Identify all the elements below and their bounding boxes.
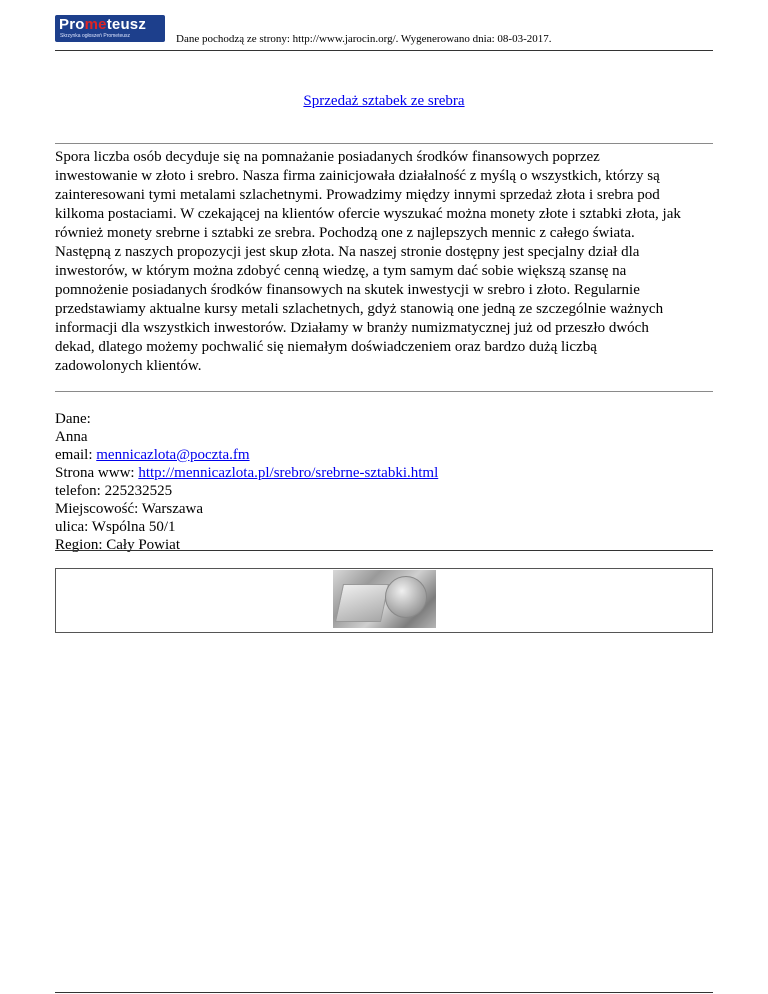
contact-www-row [55, 464, 438, 482]
contact-city: Miejscowość: Warszawa [55, 501, 204, 517]
contact-phone: telefon: 225232525 [55, 483, 173, 499]
email-link[interactable]: mennicazlota@poczta.fm [96, 447, 250, 463]
logo-tagline: Skrzynka ogłoszeń Prometeusz [60, 33, 131, 39]
description-line: dekad, dlatego możemy pochwalić się niemałym doświadczeniem oraz bardzo dużą liczbą [55, 339, 597, 355]
description-line: zadowolonych klientów. [55, 358, 202, 374]
logo-wordmark: Prometeusz [59, 16, 147, 33]
contact-info [55, 410, 438, 554]
www-link[interactable]: http://mennicazlota.pl/srebro/srebrne-sztabki.html [138, 465, 439, 481]
description-line: również monety srebrne i sztabki ze srebra. Pochodzą one z najlepszych mennic z całego świata. [55, 225, 635, 241]
description-line: inwestowanie w złoto i srebro. Nasza firma zainicjowała działalność z myślą o wszystkich, którzy są [55, 168, 660, 184]
source-info: Dane pochodzą ze strony: http://www.jarocin.org/. Wygenerowano dnia: 08-03-2017. [176, 33, 552, 45]
email-label: email: [55, 447, 97, 463]
description-line: pomnożenie posiadanych środków finansowych na skutek inwestycji w srebro i złoto. Regularnie [55, 282, 640, 298]
page-title [0, 93, 768, 110]
description-line: kilkoma postaciami. W czekającej na klientów ofercie wyszukać można monety złote i sztabki złota, jak [55, 206, 681, 222]
image-container [55, 568, 713, 633]
description-line: inwestorów, w którym można zdobyć cenną wiedzę, a tym samym dać sobie większą szansę na [55, 263, 627, 279]
silver-coin-shape [385, 576, 427, 618]
contact-region: Region: Cały Powiat [55, 537, 180, 553]
title-link[interactable]: Sprzedaż sztabek ze srebra [303, 93, 465, 109]
contact-name: Anna [55, 429, 88, 445]
prometeusz-logo [55, 15, 165, 42]
description [55, 148, 695, 376]
description-line: zainteresowani tymi metalami szlachetnymi. Prowadzimy między innymi sprzedaż złota i srebra pod [55, 187, 660, 203]
header-divider [55, 50, 713, 51]
contact-heading: Dane: [55, 411, 91, 427]
contact-email-row [55, 446, 438, 464]
silver-bars-photo [333, 570, 436, 628]
footer-divider [55, 992, 713, 993]
www-label: Strona www: [55, 465, 139, 481]
description-line: Spora liczba osób decyduje się na pomnażanie posiadanych środków finansowych poprzez [55, 149, 600, 165]
contact-street: ulica: Wspólna 50/1 [55, 519, 176, 535]
title-divider [55, 143, 713, 144]
description-line: przedstawiamy aktualne kursy metali szlachetnych, gdyż stanowią one jedną ze szczególnie ważnych [55, 301, 664, 317]
description-line: Następną z naszych propozycji jest skup złota. Na naszej stronie dostępny jest specjalny dział dla [55, 244, 640, 260]
contact-divider [55, 550, 713, 551]
description-line: informacji dla wszystkich inwestorów. Działamy w branży numizmatycznej już od przeszło dwóch [55, 320, 649, 336]
silver-bar-shape [335, 584, 389, 622]
description-divider [55, 391, 713, 392]
